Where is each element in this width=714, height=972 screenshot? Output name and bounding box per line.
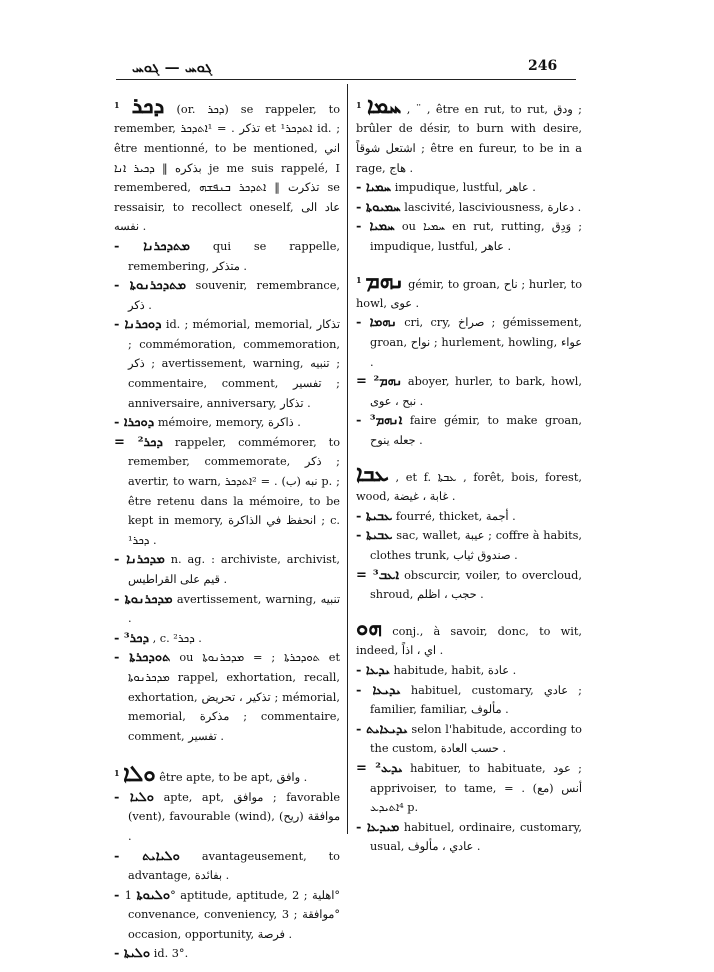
entry-definition: , c. ²ܕܟܪ . — [152, 631, 202, 645]
entry-headword: = ³ܐܥܒ — [356, 567, 400, 583]
entry-definition: n. ag. : archiviste, archivist, قيم على القراطيس . — [128, 553, 341, 587]
dictionary-entry — [356, 92, 582, 178]
dictionary-entry — [356, 267, 582, 314]
header-rule — [116, 79, 576, 80]
entry-superscript: 1 — [114, 100, 120, 110]
entry-headword: = ²ܝܕܥ — [356, 760, 403, 776]
entry-headword: - ܘܠܝܘܬܐ — [114, 887, 171, 903]
dictionary-subentry — [356, 411, 582, 450]
dictionary-subentry — [114, 413, 340, 433]
entry-definition: rappeler, commémorer, to remember, commemorate, ذكر ; avertir, to warn, نبه (ب) . = ²ܐܬܕܟܪ p. ; être retenu dans la mémoire, to be kept in memory, انحفظ في الذاكرة ; c. ¹ܕܟܪ . — [128, 435, 340, 547]
entry-definition: ou ܚܡܝܐ en rut, rutting, وَدِق ; impudique, lustful, عاهر . — [370, 220, 583, 253]
right-column — [356, 92, 583, 865]
dictionary-subentry — [356, 217, 582, 256]
entry-headword: - ܝܕܝܥܐ — [356, 682, 401, 698]
entry-headword: - ܢܗܡܐ — [356, 315, 397, 331]
entry-definition: (or. ܕܟܪ) se rappeler, to remember, تذكر . = ¹ܐܬܕܟܪ et ¹ܐܬܕܟܪ id. ; être mentionné, to be mentioned, اني بذكره ‖ ܕܟܝܪ ܐܢܐ je me suis rappelé, I remembered, تذكرت ‖ ܐܬܕܟܪ ܒܢܦܫܗ se ressaisir, to recollect oneself, عاد الى نفسه . — [114, 102, 341, 234]
left-column — [114, 92, 341, 972]
dictionary-subentry — [114, 788, 340, 847]
entry-definition: sac, wallet, عيبة ; coffre à habits, clothes trunk, صندوق ثياب . — [370, 529, 582, 562]
entry-definition: obscurcir, voiler, to overcloud, shroud, حجب ، اظلم . — [370, 568, 583, 602]
entry-superscript: 1 — [356, 274, 362, 285]
entry-definition: habituer, to habituate, عود ; apprivoiser, to tame, أنس (مع) . = ⁴ܐܬܝܕܥ p. — [370, 761, 582, 815]
dictionary-subentry — [356, 198, 582, 218]
entry-definition: fourré, thicket, أجمة . — [395, 509, 516, 523]
dictionary-subentry — [114, 648, 340, 746]
entry-headword: - ܡܕܟܪܢܘܬܐ — [114, 591, 173, 607]
entry-headword: - ܝܕܥܐ — [356, 662, 390, 678]
entry-headword: = ²ܢܗܡ — [356, 374, 403, 390]
dictionary-subentry — [114, 944, 340, 964]
entry-headword: - ܘܠܝܐܝܬ — [114, 848, 180, 864]
entry-definition: lascivité, lasciviousness, دعارة . — [404, 200, 582, 214]
dictionary-subentry — [356, 661, 582, 681]
entry-definition: , ¨ , être en rut, to rut, ودق ; brûler de désir, to burn with desire, اشتعل شوقاً ; être en fureur, to be in a rage, هاج . — [356, 102, 582, 175]
entry-definition: habitude, habit, عادة . — [393, 663, 517, 677]
entry-headword: ܕܟܪ — [131, 92, 165, 119]
dictionary-subentry — [356, 759, 582, 818]
entry-definition: gémir, to groan, ناح ; hurler, to howl, عوى . — [356, 277, 582, 310]
entry-definition: aboyer, hurler, to bark, howl, نبح ، عوى . — [370, 375, 583, 408]
entry-definition: id. 3°. — [153, 947, 189, 961]
entry-headword: - ܬܘܕܟܪܬܐ — [114, 650, 171, 666]
dictionary-subentry — [356, 681, 582, 720]
entry-headword: - ܥܒܝܬܐ — [356, 528, 393, 544]
dictionary-subentry — [356, 566, 582, 605]
entry-definition: avertissement, warning, تنبيه . — [128, 592, 341, 626]
column-divider — [347, 84, 348, 834]
entry-headword: ܢܗܡ — [365, 267, 405, 294]
dictionary-entry — [356, 460, 582, 507]
entry-headword: - ܘܠܝܬܐ — [114, 946, 151, 962]
dictionary-subentry — [356, 313, 582, 372]
entry-headword: - ܕܘܟܪܢܐ — [114, 317, 162, 333]
entry-headword: - ܡܝܕܥܐ — [356, 819, 400, 835]
entry-definition: avantageusement, to advantage, بفائدة . — [128, 849, 340, 883]
entry-headword: ܚܡܐ — [367, 92, 402, 119]
entry-definition: habituel, customary, عادي ; familier, familiar, مألوف . — [370, 683, 582, 717]
running-head: ܓܘܚ — ܓܘܚ — [132, 58, 213, 76]
entry-definition: faire gémir, to make groan, جعله ينوح . — [370, 414, 582, 448]
entry-definition: mémoire, memory, ذاكرة . — [157, 416, 301, 430]
dictionary-subentry — [114, 629, 340, 649]
entry-definition: qui se rappelle, remembering, متذكر . — [128, 239, 340, 273]
entry-headword: - ܡܬܕܟܪܢܘܬܐ — [114, 278, 187, 294]
dictionary-subentry — [114, 315, 340, 413]
entry-headword: - ܡܕܟܪܢܐ — [114, 552, 165, 568]
dictionary-subentry — [114, 886, 340, 945]
entry-definition: souvenir, remembrance, ذكر . — [128, 279, 340, 312]
entry-definition: selon l'habitude, according to the custom, حسب العادة . — [370, 722, 582, 756]
entry-headword: ܘܠܐ — [123, 761, 156, 788]
dictionary-subentry — [356, 818, 582, 857]
entry-definition: être apte, to be apt, وافق . — [159, 771, 308, 785]
dictionary-subentry — [356, 720, 582, 759]
entry-headword: - ܚܡܝܘܬܐ — [356, 199, 401, 215]
dictionary-subentry — [356, 372, 582, 411]
dictionary-subentry — [114, 847, 340, 886]
entry-definition: id. ; mémorial, memorial, تذكار ; commémoration, commemoration, ذكر ; avertissement, warning, تنبيه ; commentaire, comment, تفسير ; anniversaire, anniversary, تذكار . — [128, 318, 340, 410]
dictionary-subentry — [114, 276, 340, 315]
entry-definition: impudique, lustful, عاهر . — [394, 181, 536, 195]
dictionary-subentry — [114, 237, 340, 276]
entry-headword: = ²ܕܟܪ — [114, 434, 163, 450]
dictionary-subentry — [114, 433, 340, 551]
entry-definition: conj., à savoir, donc, to wit, indeed, اي ، اذاً . — [356, 624, 583, 658]
dictionary-subentry — [114, 550, 340, 589]
entry-headword: ܗܘ — [356, 614, 383, 641]
entry-headword: - ³ܕܟܪ — [114, 630, 150, 646]
dictionary-entry — [114, 761, 340, 788]
entry-headword: - ܥܒܝܬܐ — [356, 508, 393, 524]
entry-definition: apte, apt, موافق ; favorable (vent), favourable (wind), موافقة (ريح) . — [128, 790, 341, 843]
entry-definition: habituel, ordinaire, customary, usual, عادي ، مألوف . — [370, 820, 583, 854]
entry-definition: , et f. ܥܒܬܐ , forêt, bois, forest, wood, غابة ، غيضة . — [356, 470, 582, 504]
entry-definition: ou ܬܘܕܟܪܬܐ ; = ܡܕܟܪܢܘܬܐ et ܡܕܟܪܢܘܬܐ rappel, exhortation, recall, exhortation, تذكير ، تحريض ; mémorial, memorial, مذكرة ; commentaire, comment, تفسير . — [128, 651, 340, 743]
entry-superscript: 1 — [356, 100, 362, 110]
entry-headword: - ܝܕܝܥܐܝܬ — [356, 721, 408, 737]
dictionary-entry — [356, 614, 583, 661]
entry-headword: ܥܒܐ — [356, 460, 389, 487]
entry-headword: - ܕܘܟܪܐ — [114, 415, 155, 431]
entry-headword: - ܚܡܝܐ — [356, 180, 392, 196]
dictionary-entry — [114, 92, 341, 237]
dictionary-subentry — [356, 507, 582, 527]
entry-definition: cri, cry, صراخ ; gémissement, groan, نواح ; hurlement, howling, عواء . — [370, 316, 583, 369]
entry-headword: - ܚܡܝܐ — [356, 219, 395, 235]
entry-headword: - ³ܐܢܗܡ — [356, 413, 403, 429]
dictionary-subentry — [356, 526, 582, 565]
entry-definition: 1° aptitude, aptitude, اهلية ; 2° convenance, conveniency, موافقة ; 3° occasion, opportunity, فرصة . — [124, 888, 340, 941]
dictionary-subentry — [356, 178, 582, 198]
entry-headword: - ܘܠܝܐ — [114, 789, 155, 805]
entry-superscript: 1 — [114, 768, 120, 779]
entry-headword: - ܡܬܕܟܪܢܐ — [114, 238, 190, 254]
page-number: 246 — [528, 58, 558, 74]
dictionary-subentry — [114, 590, 340, 629]
